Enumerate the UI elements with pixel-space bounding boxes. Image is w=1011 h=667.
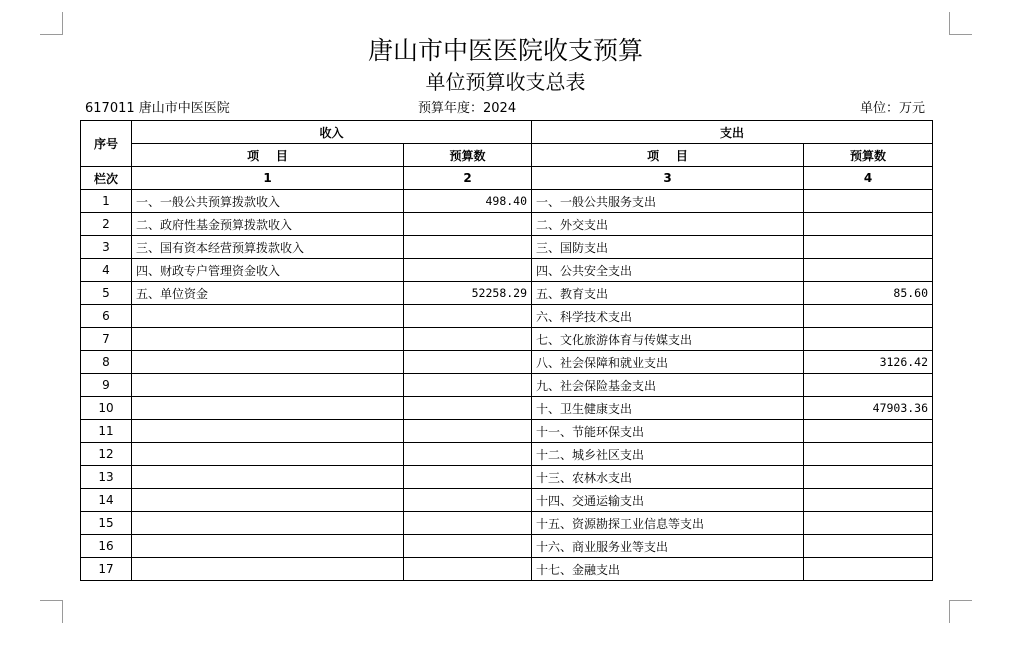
currency-unit: 单位：万元 [859,101,925,116]
expense-item: 三、国防支出 [532,236,804,259]
table-row [81,397,933,420]
expense-amount [804,374,933,397]
income-amount [404,328,532,351]
col-num-1: 1 [132,167,404,190]
income-item [132,397,404,420]
income-amount [404,213,532,236]
table-row [81,328,933,351]
table-row [81,236,933,259]
table-row [81,282,933,305]
table-row [81,351,933,374]
expense-amount [804,213,933,236]
income-item: 五、单位资金 [132,282,404,305]
income-item [132,466,404,489]
income-item [132,535,404,558]
table-row [81,535,933,558]
expense-item: 十四、交通运输支出 [532,489,804,512]
crop-mark-bottom-right [949,600,972,623]
income-item: 三、国有资本经营预算拨款收入 [132,236,404,259]
table-row [81,213,933,236]
row-no: 14 [81,489,132,512]
income-amount [404,236,532,259]
table-row [81,259,933,282]
crop-mark-bottom-left [40,600,63,623]
income-item [132,558,404,581]
col-num-4: 4 [804,167,933,190]
row-no: 12 [81,443,132,466]
table-row [81,443,933,466]
expense-amount: 3126.42 [804,351,933,374]
row-no: 15 [81,512,132,535]
income-amount [404,305,532,328]
table-row [81,305,933,328]
income-amount [404,397,532,420]
expense-amount [804,236,933,259]
table-row [81,466,933,489]
row-no: 9 [81,374,132,397]
expense-amount: 47903.36 [804,397,933,420]
expense-item: 十一、节能环保支出 [532,420,804,443]
income-item [132,489,404,512]
expense-amount [804,489,933,512]
expense-header: 支出 [532,121,933,144]
income-amount: 498.40 [404,190,532,213]
row-no: 17 [81,558,132,581]
income-amount [404,351,532,374]
table-row [81,420,933,443]
expense-amount [804,558,933,581]
table-row [81,489,933,512]
row-no: 6 [81,305,132,328]
income-amount: 52258.29 [404,282,532,305]
table-row [81,558,933,581]
income-amount [404,558,532,581]
header-row-1 [81,121,933,144]
income-item [132,512,404,535]
expense-item: 五、教育支出 [532,282,804,305]
row-no: 7 [81,328,132,351]
income-item: 四、财政专户管理资金收入 [132,259,404,282]
row-no: 11 [81,420,132,443]
expense-amount [804,466,933,489]
expense-item: 十六、商业服务业等支出 [532,535,804,558]
expense-amount [804,305,933,328]
row-no: 8 [81,351,132,374]
expense-item: 十二、城乡社区支出 [532,443,804,466]
expense-amount-header: 预算数 [804,144,933,167]
col-label: 栏次 [81,167,132,190]
row-no: 3 [81,236,132,259]
expense-item: 九、社会保险基金支出 [532,374,804,397]
row-no: 2 [81,213,132,236]
expense-item: 七、文化旅游体育与传媒支出 [532,328,804,351]
income-amount [404,420,532,443]
expense-amount [804,512,933,535]
expense-amount [804,259,933,282]
expense-item: 二、外交支出 [532,213,804,236]
row-no: 1 [81,190,132,213]
expense-amount [804,443,933,466]
budget-year: 预算年度：2024 [418,101,517,116]
income-amount [404,466,532,489]
unit-code: 617011 唐山市中医医院 [85,101,230,116]
header-row-2 [81,144,933,167]
income-amount [404,489,532,512]
income-item [132,443,404,466]
income-amount [404,535,532,558]
seq-header: 序号 [81,121,132,167]
expense-item: 十七、金融支出 [532,558,804,581]
expense-item: 一、一般公共服务支出 [532,190,804,213]
expense-amount [804,420,933,443]
row-no: 10 [81,397,132,420]
income-item [132,351,404,374]
income-item [132,420,404,443]
row-no: 13 [81,466,132,489]
income-amount-header: 预算数 [404,144,532,167]
expense-item: 十、卫生健康支出 [532,397,804,420]
document-subtitle: 单位预算收支总表 [425,70,586,94]
col-num-2: 2 [404,167,532,190]
expense-amount [804,328,933,351]
col-num-3: 3 [532,167,804,190]
income-item: 一、一般公共预算拨款收入 [132,190,404,213]
column-number-row [81,167,933,190]
row-no: 4 [81,259,132,282]
expense-item: 六、科学技术支出 [532,305,804,328]
expense-item: 十五、资源勘探工业信息等支出 [532,512,804,535]
income-item: 二、政府性基金预算拨款收入 [132,213,404,236]
crop-mark-top-left [40,12,63,35]
expense-amount [804,535,933,558]
expense-item: 十三、农林水支出 [532,466,804,489]
row-no: 5 [81,282,132,305]
table-row [81,374,933,397]
income-item [132,305,404,328]
income-item-header: 项 目 [132,144,404,167]
expense-item: 八、社会保障和就业支出 [532,351,804,374]
income-amount [404,374,532,397]
income-header: 收入 [132,121,532,144]
income-item [132,328,404,351]
expense-item: 四、公共安全支出 [532,259,804,282]
income-amount [404,259,532,282]
table-row [81,190,933,213]
table-row [81,512,933,535]
expense-amount [804,190,933,213]
income-item [132,374,404,397]
document-title: 唐山市中医医院收支预算 [367,36,643,65]
budget-table [80,120,933,581]
income-amount [404,443,532,466]
row-no: 16 [81,535,132,558]
crop-mark-top-right [949,12,972,35]
expense-item-header: 项 目 [532,144,804,167]
expense-amount: 85.60 [804,282,933,305]
income-amount [404,512,532,535]
